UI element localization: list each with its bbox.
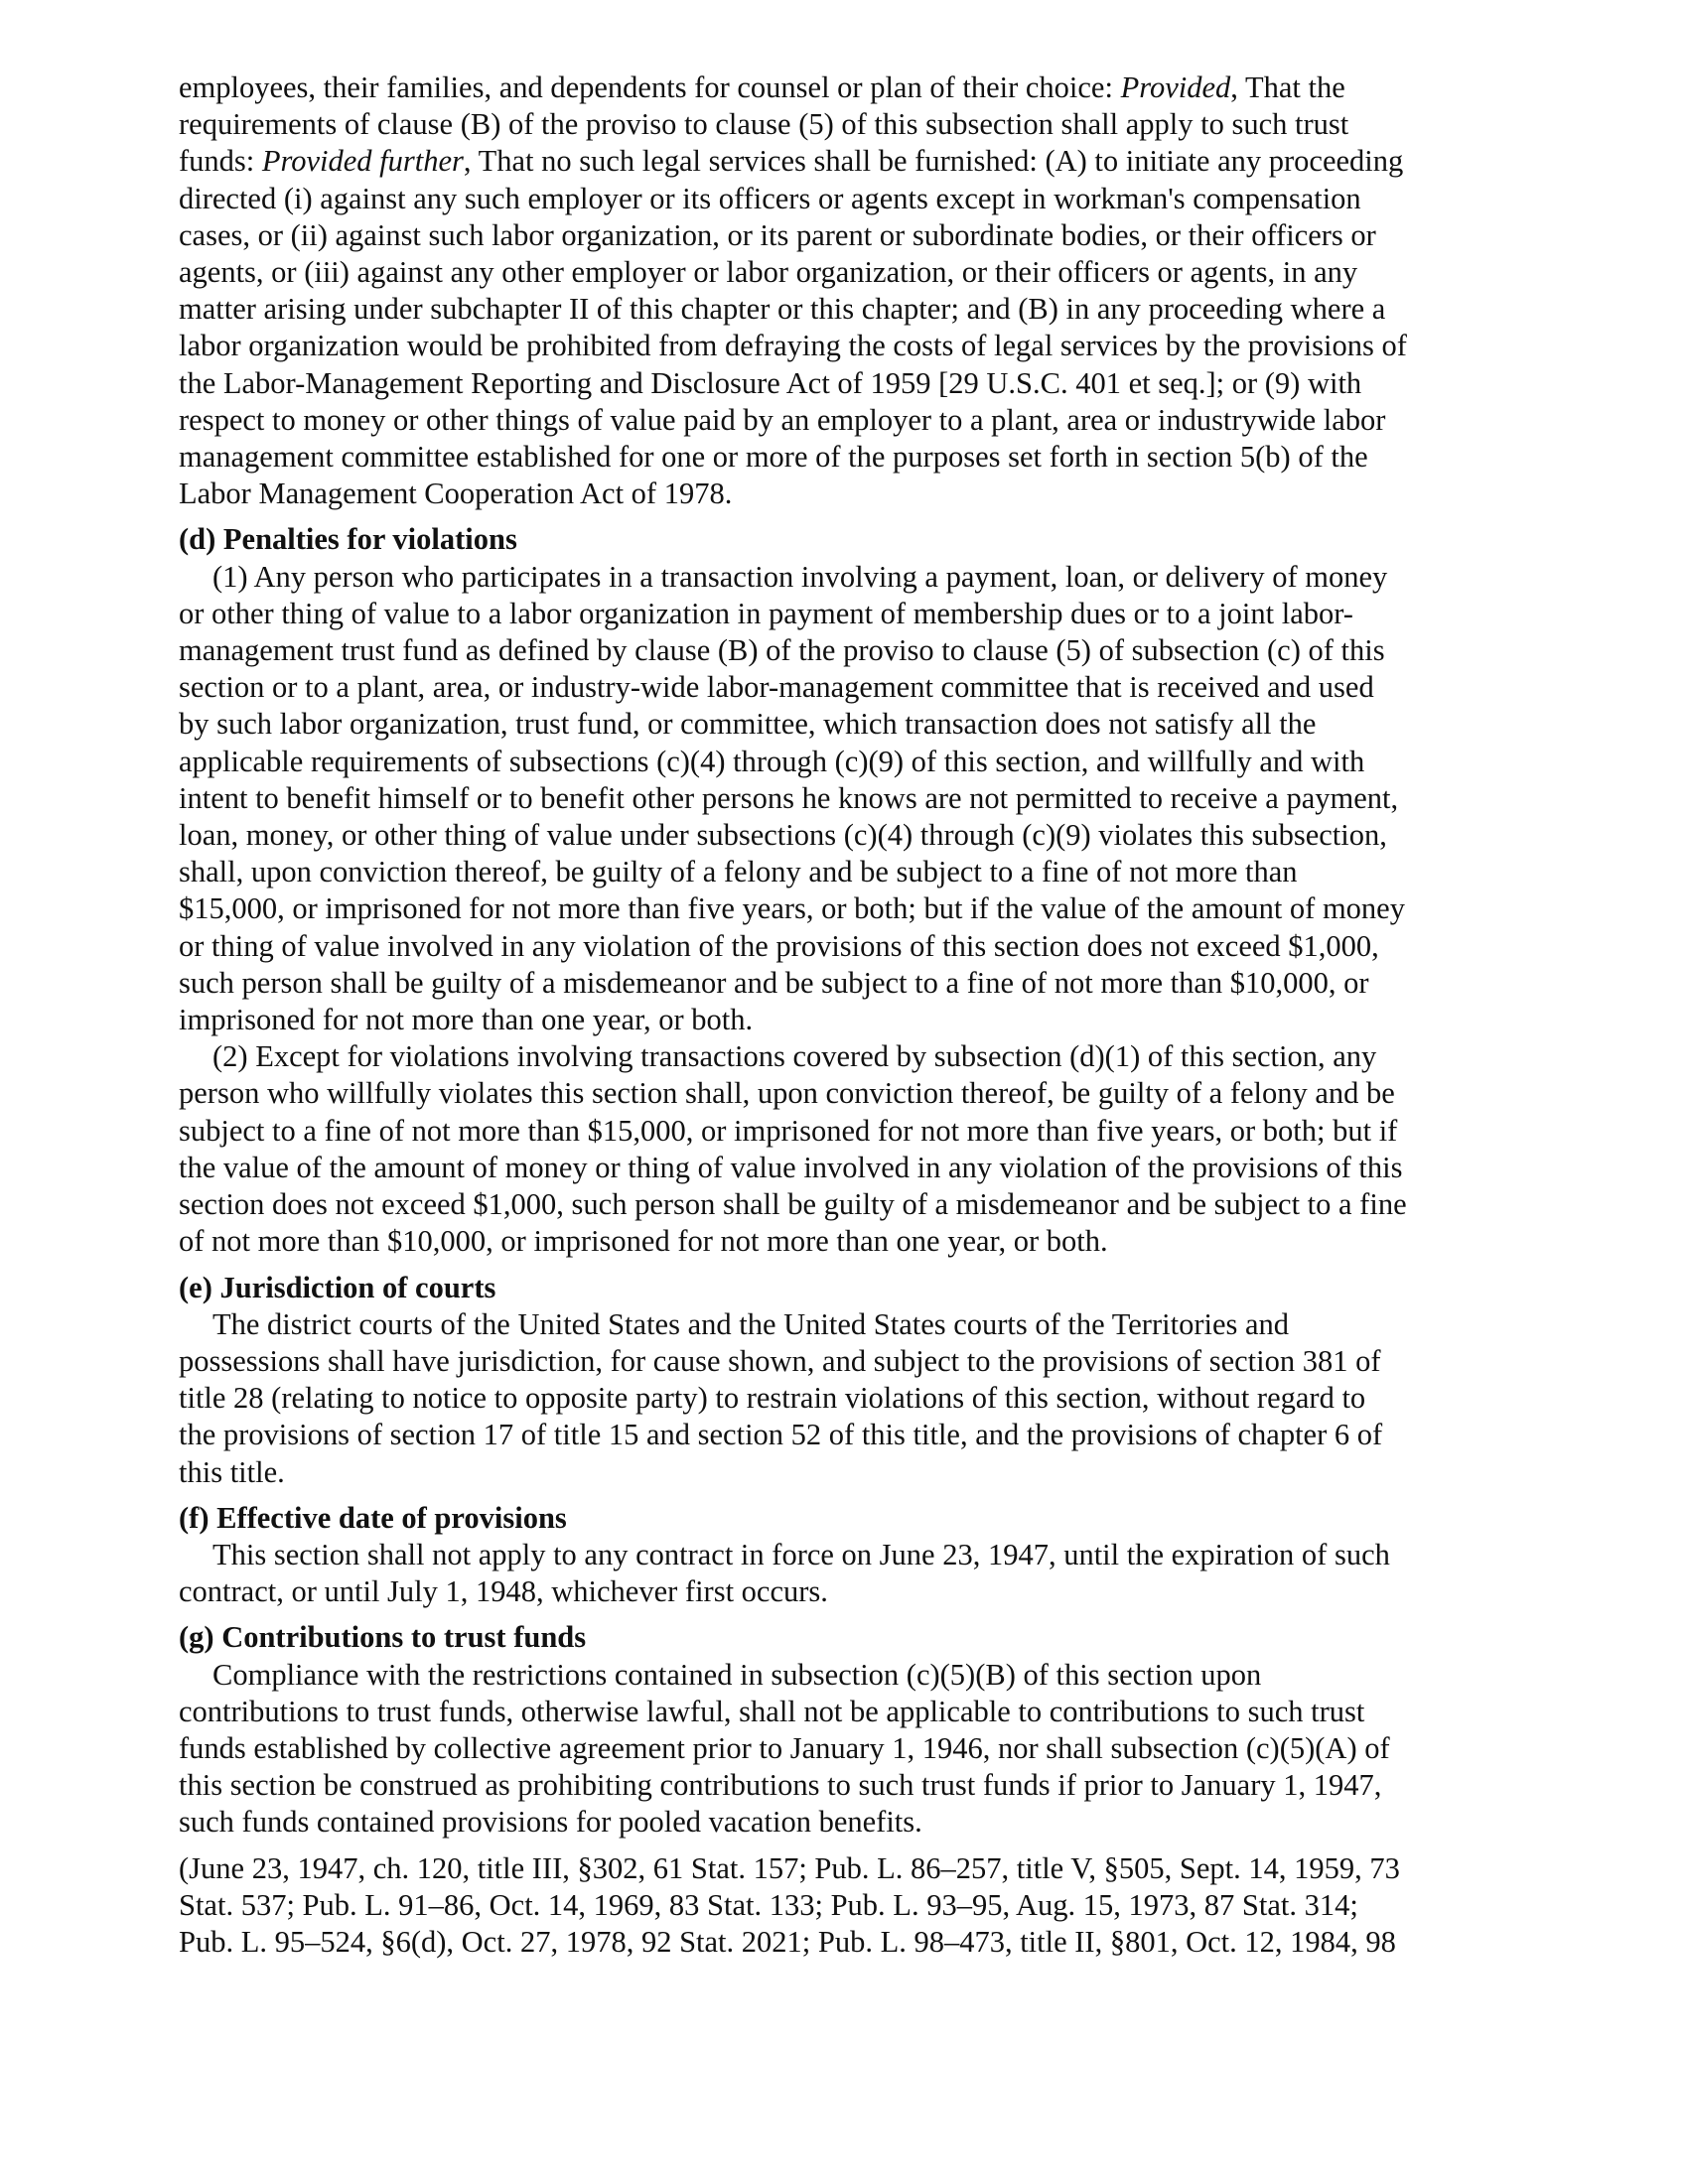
section-heading: (f) Effective date of provisions [179, 1500, 567, 1535]
text-line: funds established by collective agreement prior to January 1, 1946, nor shall subsection (c)(5)(A) of [179, 1730, 1390, 1765]
text-line: This section shall not apply to any contract in force on June 23, 1947, until the expiration of such [212, 1537, 1390, 1571]
text-line: contributions to trust funds, otherwise lawful, shall not be applicable to contributions to such trust [179, 1694, 1365, 1728]
section [179, 1270, 1514, 1491]
text-line: (June 23, 1947, ch. 120, title III, §302, 61 Stat. 157; Pub. L. 86–257, title V, §505, Sept. 14, 1959, 73 [179, 1850, 1400, 1885]
text-line: section or to a plant, area, or industry-wide labor-management committee that is received and used [179, 670, 1374, 705]
text-line: Compliance with the restrictions contained in subsection (c)(5)(B) of this section upon [212, 1657, 1262, 1692]
text-line: matter arising under subchapter II of this chapter or this chapter; and (B) in any proceeding where a [179, 292, 1386, 327]
text-line: management committee established for one or more of the purposes set forth in section 5(b) of the [179, 440, 1368, 475]
text-line: by such labor organization, trust fund, or committee, which transaction does not satisfy all the [179, 707, 1317, 742]
emphasis-text: Provided further [261, 144, 464, 179]
section-paragraph [179, 1657, 1514, 1842]
text-line: agents, or (iii) against any other employer or labor organization, or their officers or agents, in any [179, 255, 1358, 290]
section [179, 1619, 1514, 1841]
text-line: labor organization would be prohibited from defraying the costs of legal services by the provisions of [179, 329, 1407, 363]
text-line: The district courts of the United States and the United States courts of the Territories and [212, 1306, 1290, 1341]
section [179, 1500, 1514, 1611]
text-line: (1) Any person who participates in a transaction involving a payment, loan, or delivery of money [212, 559, 1388, 594]
text-line: Labor Management Cooperation Act of 1978. [179, 477, 733, 511]
text-line: loan, money, or other thing of value under subsections (c)(4) through (c)(9) violates this subsection, [179, 818, 1387, 853]
text-line: such person shall be guilty of a misdemeanor and be subject to a fine of not more than $10,000, or [179, 965, 1369, 1000]
text-line: possessions shall have jurisdiction, for cause shown, and subject to the provisions of section 381 of [179, 1343, 1381, 1378]
text-line: person who willfully violates this section shall, upon conviction thereof, be guilty of a felony and be [179, 1076, 1395, 1111]
sections-container [179, 521, 1514, 1841]
text-line: intent to benefit himself or to benefit other persons he knows are not permitted to receive a payment, [179, 780, 1399, 815]
text-line: or thing of value involved in any violation of the provisions of this section does not exceed $1,000, [179, 928, 1379, 963]
text-line: this title. [179, 1454, 285, 1489]
text-line: applicable requirements of subsections (c)(4) through (c)(9) of this section, and willfully and with [179, 744, 1365, 778]
document-page [179, 69, 1514, 1961]
section-paragraph [179, 1306, 1514, 1491]
section-paragraph [179, 1537, 1514, 1610]
text-line: cases, or (ii) against such labor organization, or its parent or subordinate bodies, or their officers or [179, 217, 1376, 252]
text-line: subject to a fine of not more than $15,000, or imprisoned for not more than five years, or both; but if [179, 1113, 1398, 1148]
text-line: Stat. 537; Pub. L. 91–86, Oct. 14, 1969, 83 Stat. 133; Pub. L. 93–95, Aug. 15, 1973, 87 Stat. 314; [179, 1887, 1358, 1922]
text-line: shall, upon conviction thereof, be guilty of a felony and be subject to a fine of not more than [179, 855, 1298, 889]
section-paragraph [179, 559, 1514, 1039]
text-line: management trust fund as defined by clause (B) of the proviso to clause (5) of subsection (c) of this [179, 633, 1385, 668]
text-line: funds: Provided further, That no such legal services shall be furnished: (A) to initiate any proceeding [179, 144, 1404, 179]
source-credit [179, 1850, 1514, 1962]
text-line: employees, their families, and dependents for counsel or plan of their choice: Provided, That the [179, 70, 1345, 104]
section-heading: (g) Contributions to trust funds [179, 1620, 587, 1655]
text-line: the provisions of section 17 of title 15 and section 52 of this title, and the provisions of chapter 6 of [179, 1418, 1383, 1452]
text-line: (2) Except for violations involving transactions covered by subsection (d)(1) of this section, any [212, 1039, 1377, 1074]
section [179, 521, 1514, 1260]
text-line: requirements of clause (B) of the proviso to clause (5) of this subsection shall apply to such trust [179, 107, 1349, 142]
text-line: of not more than $10,000, or imprisoned for not more than one year, or both. [179, 1224, 1108, 1259]
text-line: imprisoned for not more than one year, or both. [179, 1003, 754, 1037]
section-heading: (e) Jurisdiction of courts [179, 1270, 496, 1304]
text-line: or other thing of value to a labor organization in payment of membership dues or to a joint labor- [179, 596, 1353, 630]
section-heading: (d) Penalties for violations [179, 522, 517, 557]
emphasis-text: Provided [1120, 70, 1231, 104]
continuation-paragraph [179, 69, 1514, 512]
text-line: Pub. L. 95–524, §6(d), Oct. 27, 1978, 92 Stat. 2021; Pub. L. 98–473, title II, §801, Oct. 12, 1984, 98 [179, 1924, 1396, 1959]
text-line: title 28 (relating to notice to opposite party) to restrain violations of this section, without regard to [179, 1381, 1366, 1416]
text-line: directed (i) against any such employer or its officers or agents except in workman's compensation [179, 181, 1361, 215]
text-line: such funds contained provisions for pooled vacation benefits. [179, 1805, 922, 1840]
text-line: section does not exceed $1,000, such person shall be guilty of a misdemeanor and be subject to a fine [179, 1187, 1407, 1222]
text-line: this section be construed as prohibiting contributions to such trust funds if prior to January 1, 1947, [179, 1768, 1382, 1803]
text-line: the Labor-Management Reporting and Disclosure Act of 1959 [29 U.S.C. 401 et seq.]; or (9) with [179, 365, 1362, 400]
section-paragraph [179, 1038, 1514, 1260]
text-line: $15,000, or imprisoned for not more than five years, or both; but if the value of the amount of money [179, 891, 1405, 926]
text-line: respect to money or other things of value paid by an employer to a plant, area or industrywide labor [179, 402, 1386, 437]
text-line: the value of the amount of money or thing of value involved in any violation of the provisions of this [179, 1150, 1403, 1184]
text-line: contract, or until July 1, 1948, whichever first occurs. [179, 1574, 828, 1609]
